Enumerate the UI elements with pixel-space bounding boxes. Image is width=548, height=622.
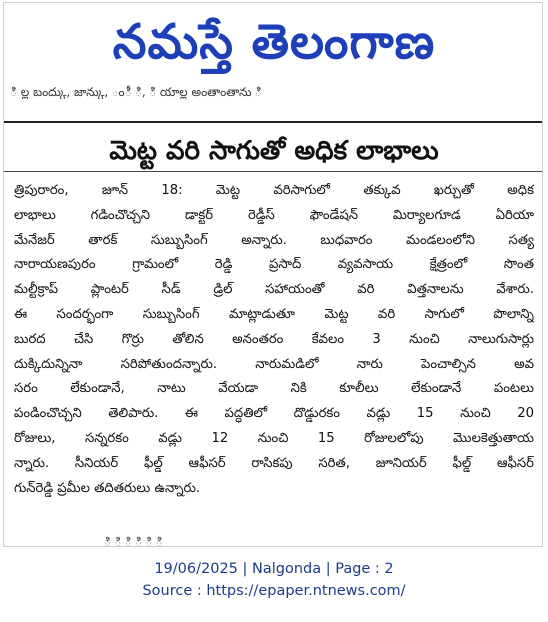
article-line: న్నారు. సీనియర్ ఫీల్డ్ ఆఫీసర్ రాసికపు సరిత, జూనియర్ ఫీల్డ్ ఆఫీసర్: [14, 455, 534, 471]
partial-text-strip: ి ల్ల బంద్కు, జాన్కు, ంీ ి, ి యాల్ల అంతాంతాను ి: [10, 85, 262, 99]
newspaper-masthead: [59, 7, 489, 77]
edition-info: 19/06/2025 | Nalgonda | Page : 2: [154, 561, 394, 577]
article-line: సరం లేకుండానే, నాటు వేయడా నికి కూలీలు లేకుండానే పంటలు: [14, 381, 534, 397]
article-line: లాభాలు గడించొచ్చని డాక్టర్ రెడ్డీస్ ఫౌండేషన్ మిర్యాలగూడ ఏరియా: [14, 207, 534, 223]
article-line: గున్‌రెడ్డి ప్రమీల తదితరులు ఉన్నారు.: [14, 480, 201, 496]
article-line: త్రిపురారం, జూన్ 18: మెట్ట వరిసాగులో తక్కువ ఖర్చుతో అధిక: [14, 183, 534, 198]
divider-line: [4, 121, 543, 123]
newspaper-clipping: [3, 2, 543, 547]
article-line: పండించొచ్చని తెలిపారు. ఈ పద్ధతిలో దొడ్డురకం వడ్లు 15 నుంచి 20: [14, 406, 534, 422]
bottom-partial-line: [4, 535, 543, 547]
article-line: బురద చేసి గొర్రు తోలిన అనంతరం కేవలం 3 నుంచి నాలుగుసార్లు: [14, 331, 534, 347]
article-line: దుక్కిదున్నినా సరిపోతుందన్నారు. నారుమడిలో నారు పెంచాల్సిన అవ: [14, 356, 534, 372]
article-line: మేనేజర్ తారక్ సుబ్బుసింగ్ అన్నారు. బుధవారం మండలంలోని సత్య: [14, 232, 534, 248]
partial-text-strip-bottom: ి ి ి ి ి ి: [104, 535, 163, 547]
article-line: ఈ సందర్భంగా సుబ్బుసింగ్ మాట్లాడుతూ మెట్ట వరి సాగులో పొలాన్ని: [14, 306, 534, 322]
article-line: రోజులు, సన్నరకం వడ్లు 12 నుంచి 15 రోజులలోపు మొలకెత్తుతాయ: [14, 430, 534, 446]
masthead-partial-line: [4, 85, 543, 99]
masthead-title: నమస్తే తెలంగాణ: [112, 14, 436, 70]
headline-divider: [4, 171, 543, 172]
article-headline: మెట్ట వరి సాగుతో అధిక లాభాలు: [109, 136, 439, 166]
article-line: నారాయణపురం గ్రామంలో రెడ్డి ప్రసాద్ వ్యవసాయ క్షేత్రంలో సొంత: [14, 257, 534, 273]
article-line: మల్టీక్రాప్ ప్లాంటర్ సీడ్ డ్రిల్ సహాయంతో వరి విత్తనాలను వేశారు.: [14, 282, 534, 298]
source-link[interactable]: Source : https://epaper.ntnews.com/: [142, 583, 406, 599]
clipping-footer: [0, 558, 548, 602]
article-body: [14, 179, 534, 501]
